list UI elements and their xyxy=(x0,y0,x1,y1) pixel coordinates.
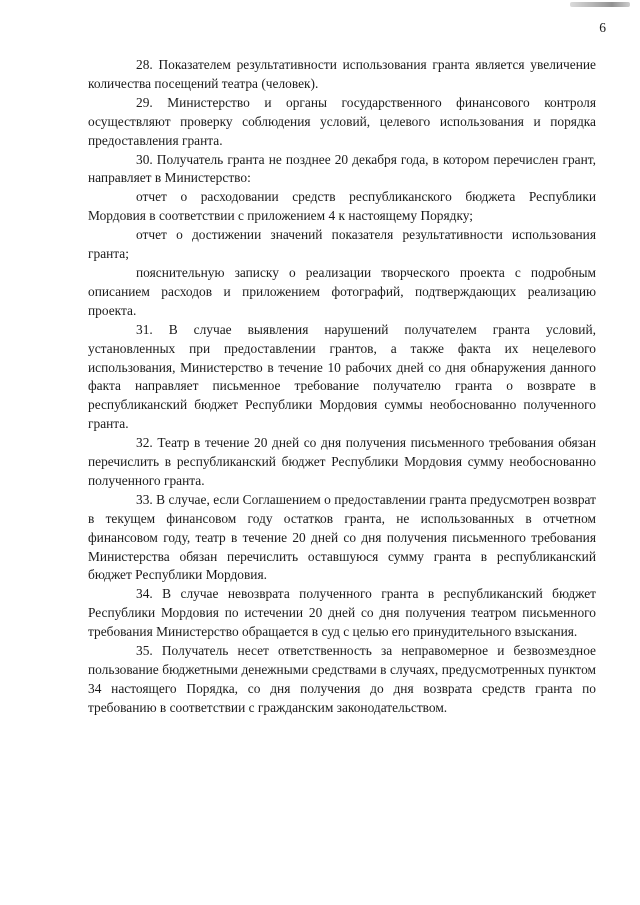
paragraph-32: 32. Театр в течение 20 дней со дня получения письменного требования обязан перечислить в республиканский бюджет Республики Мордовия сумму необоснованно полученного гранта. xyxy=(88,435,596,488)
list-item-explanatory-note: пояснительную записку о реализации творческого проекта с подробным описанием расходов и приложением фотографий, подтверждающих реализацию проекта. xyxy=(88,264,596,318)
paragraph-35: 35. Получатель несет ответственность за неправомерное и безвозмездное пользование бюджетными денежными средствами в случаях, предусмотренных пунктом 34 настоящего Порядка, со дня получения до дня возврата средств гранта по требованию в соответствии с гражданским законодательством. xyxy=(88,643,596,715)
document-body xyxy=(88,56,596,718)
paragraph-34: 34. В случае невозврата полученного гранта в республиканский бюджет Республики Мордовия по истечении 20 дней со дня получения театром письменного требования Министерство обращается в суд с целью его принудительного взыскания. xyxy=(88,586,596,640)
scan-artifact xyxy=(570,2,630,7)
list-item-expense-report: отчет о расходовании средств республиканского бюджета Республики Мордовия в соответствии с приложением 4 к настоящему Порядку; xyxy=(88,189,596,224)
paragraph-33: 33. В случае, если Соглашением о предоставлении гранта предусмотрен возврат в текущем финансовом году остатков гранта, не использованных в отчетном финансовом году, театр в течение 20 дней со дня получения письменного требования Министерства обязан перечислить оставшуюся сумму гранта в республиканский бюджет Республики Мордовия. xyxy=(88,491,596,583)
paragraph-31: 31. В случае выявления нарушений получателем гранта условий, установленных при предоставлении грантов, а также факта их нецелевого использования, Министерство в течение 10 рабочих дней со дня обнаружения данного факта направляет письменное требование получателю гранта о возврате в республиканский бюджет Республики Мордовия суммы необоснованно полученного гранта. xyxy=(88,321,596,432)
list-item-performance-report: отчет о достижении значений показателя результативности использования гранта; xyxy=(88,227,596,262)
paragraph-28: 28. Показателем результативности использования гранта является увеличение количества посещений театра (человек). xyxy=(88,57,596,91)
paragraph-30: 30. Получатель гранта не позднее 20 декабря года, в котором перечислен грант, направляет в Министерство: xyxy=(88,151,596,186)
paragraph-29: 29. Министерство и органы государственного финансового контроля осуществляют проверку соблюдения условий, целевого использования и порядка предоставления гранта. xyxy=(88,94,596,148)
page-number: 6 xyxy=(599,20,606,35)
